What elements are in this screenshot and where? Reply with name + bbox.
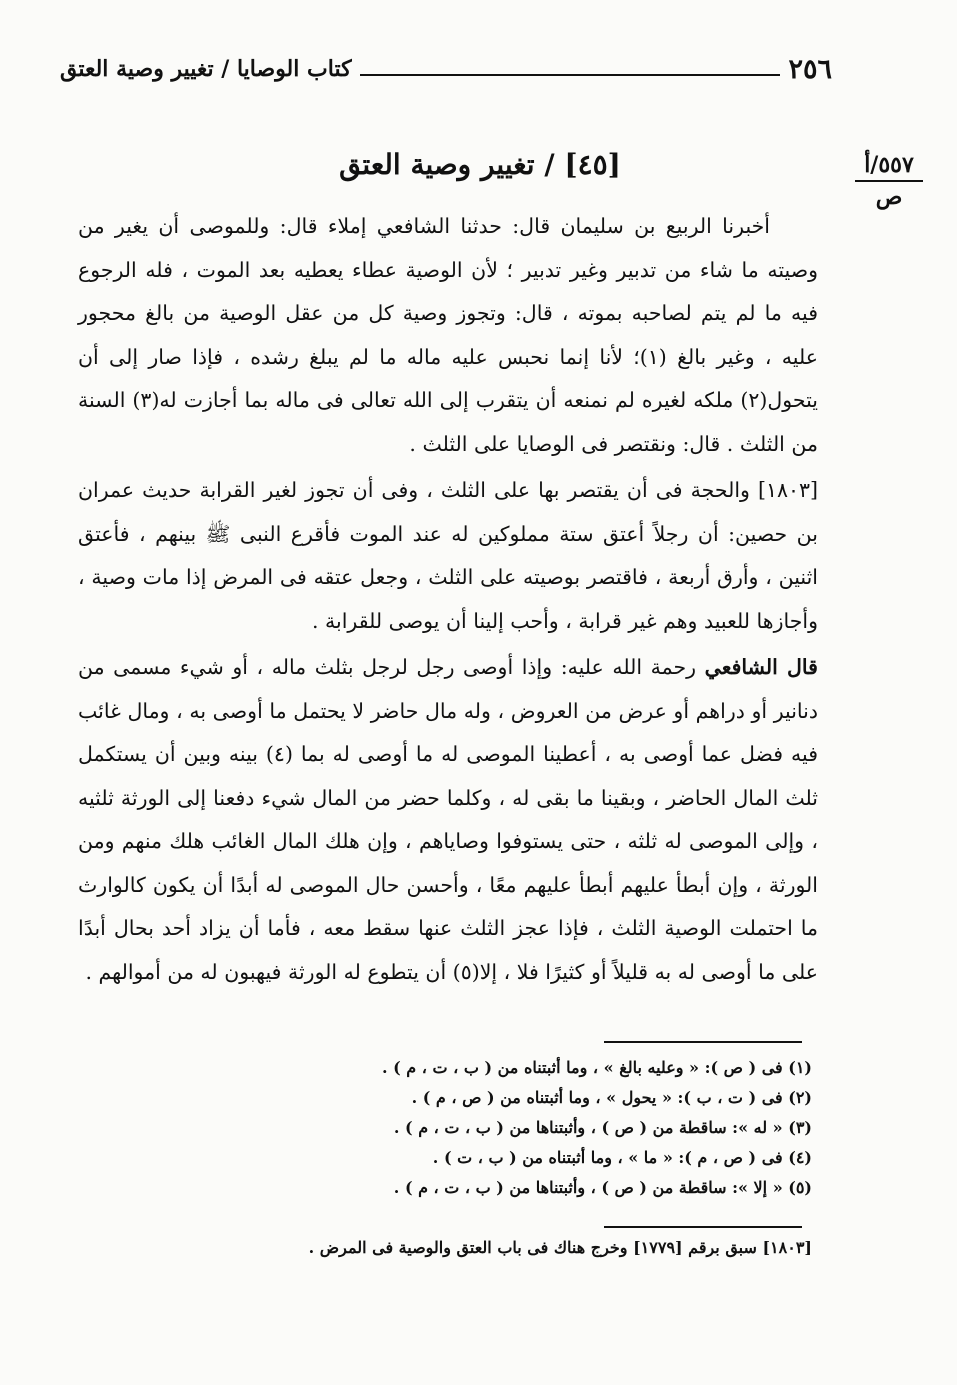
page-header (60, 52, 832, 86)
manuscript-siglum: ص (875, 184, 903, 210)
hadith-note-separator (604, 1226, 802, 1228)
paragraph-3 (78, 646, 818, 994)
paragraph-1: أخبرنا الربيع بن سليمان قال: حدثنا الشافعي إملاء قال: وللموصى أن يغير من وصيته ما شاء من تدبير وغير تدبير ؛ لأن الوصية عطاء يعطيه بعد الموت ، فله الرجوع فيه ما لم يتم لصاحبه بموته ، قال: وتجوز وصية كل من عقل الوصية من بالغ محجور عليه ، وغير بالغ (١)؛ لأنا إنما نحبس عليه ماله ما لم يبلغ رشده ، فإذا صار إلى أن يتحول(٢) ملكه لغيره لم نمنعه أن يتقرب إلى الله تعالى فى ماله بما أجازت له(٣) السنة من الثلث . قال: ونقتصر فى الوصايا على الثلث . (78, 214, 819, 456)
margin-reference (855, 150, 923, 212)
running-title: كتاب الوصايا / تغيير وصية العتق (60, 56, 352, 82)
footnote-5: (٥) « إلا »: ساقطة من ( ص ) ، وأثبتناها من ( ب ، ت ، م ) . (393, 1178, 812, 1197)
paragraph-3-text: رحمة الله عليه: وإذا أوصى رجل لرجل بثلث ماله ، أو شيء مسمى من دنانير أو دراهم أو عرض من العروض ، وله مال حاضر لا يحتمل ما أوصى به ، ومال غائب فيه فضل عما أوصى به ، أعطينا الموصى له ما أوصى له بما (٤) بينه وبين أن يستكمل ثلث المال الحاضر ، وبقينا ما بقى له ، وكلما حضر من المال شيء دفعنا إلى الورثة ثلثيه ، وإلى الموصى له ثلثه ، حتى يستوفوا وصاياهم ، وإن هلك المال الغائب هلك منهم ومن الورثة ، وإن أبطأ عليهم أبطأ عليهم معًا ، وأحسن حال الموصى له أبدًا أن يكون كالوارث ما احتملت الوصية الثلث ، فإذا عجز الثلث عنها سقط معه ، فأما أن يزاد أحد بحال أبدًا على ما أوصى له به قليلاً أو كثيرًا فلا ، إلا(٥) أن يتطوع له الورثة فيهبون له من أموالهم . (78, 655, 819, 984)
page-number: ٢٥٦ (788, 53, 832, 85)
footnote-2: (٢) فى ( ت ، ب ): « يحول » ، وما أثبتناه من ( ص ، م ) . (411, 1088, 812, 1107)
section-title: [٤٥] / تغيير وصية العتق (339, 148, 621, 181)
main-text (78, 205, 818, 994)
footnote-1: (١) فى ( ص ): « وعليه بالغ » ، وما أثبتناه من ( ب ، ت ، م ) . (381, 1058, 812, 1077)
hadith-reference-note: [١٨٠٣] سبق برقم [١٧٧٩] وخرج هناك فى باب العتق والوصية فى المرض . (308, 1238, 812, 1257)
footnotes (340, 1053, 812, 1203)
header-rule (360, 74, 781, 76)
footnote-3: (٣) « له »: ساقطة من ( ص ) ، وأثبتناها من ( ب ، ت ، م ) . (393, 1118, 812, 1137)
manuscript-folio: ٥٥٧/أ (855, 150, 923, 182)
footnote-separator (604, 1041, 802, 1043)
footnote-4: (٤) فى ( ص ، م ): « ما » ، وما أثبتناه من ( ب ، ت ) . (432, 1148, 812, 1167)
paragraph-2-hadith: [١٨٠٣] والحجة فى أن يقتصر بها على الثلث ، وفى أن تجوز لغير القرابة حديث عمران بن حصين: أن رجلاً أعتق ستة مملوكين له عند الموت فأقرع النبى ﷺ بينهم ، فأعتق اثنين ، وأرق أربعة ، فاقتصر بوصيته على الثلث ، وجعل عتقه فى المرض إذا مات وصية ، وأجازها للعبيد وهم غير قرابة ، وأحب إلينا أن يوصى للقرابة . (78, 478, 818, 633)
speaker-lead: قال الشافعي (704, 655, 818, 679)
